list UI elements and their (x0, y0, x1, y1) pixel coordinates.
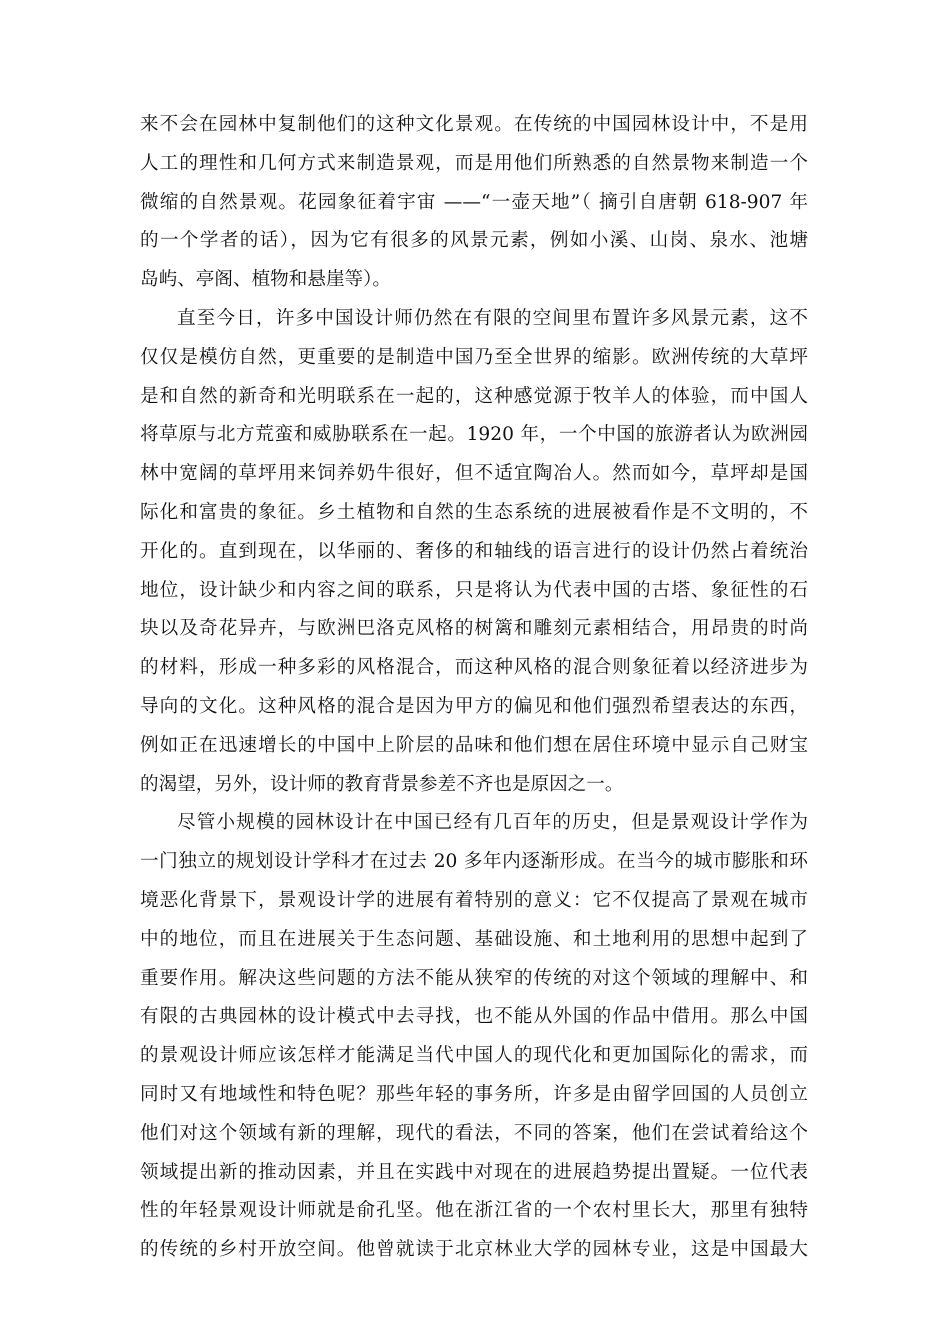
text-line: 地位，设计缺少和内容之间的联系，只是将认为代表中国的古塔、象征性的石 (140, 579, 808, 601)
text-line: 微缩的自然景观。花园象征着宇宙 ——“一壶天地”（ 摘引自唐朝 618-907 年 (140, 191, 808, 213)
text-line: 际化和富贵的象征。乡土植物和自然的生态系统的进展被看作是不文明的，不 (140, 501, 808, 523)
text-line: 同时又有地域性和特色呢？那些年轻的事务所，许多是由留学回国的人员创立 (140, 1083, 808, 1105)
text-line: 中的地位，而且在进展关于生态问题、基础设施、和土地利用的思想中起到了 (140, 928, 808, 950)
text-line: 的材料，形成一种多彩的风格混合，而这种风格的混合则象征着以经济进步为 (140, 657, 808, 679)
text-line: 的一个学者的话），因为它有很多的风景元素，例如小溪、山岗、泉水、池塘 (140, 230, 808, 252)
text-line: 导向的文化。这种风格的混合是因为甲方的偏见和他们强烈希望表达的东西， (140, 695, 808, 717)
text-line: 境恶化背景下，景观设计学的进展有着特别的意义：它不仅提高了景观在城市 (140, 889, 808, 911)
text-line: 性的年轻景观设计师就是俞孔坚。他在浙江省的一个农村里长大，那里有独特 (140, 1200, 808, 1222)
text-line: 一门独立的规划设计学科才在过去 20 多年内逐渐形成。在当今的城市膨胀和环 (140, 851, 808, 873)
text-line: 来不会在园林中复制他们的这种文化景观。在传统的中国园林设计中，不是用 (140, 114, 808, 135)
text-line: 林中宽阔的草坪用来饲养奶牛很好，但不适宜陶冶人。然而如今，草坪却是国 (140, 463, 808, 485)
text-line: 直至今日，许多中国设计师仍然在有限的空间里布置许多风景元素，这不 (177, 307, 808, 329)
text-line: 开化的。直到现在，以华丽的、奢侈的和轴线的语言进行的设计仍然占着统治 (140, 540, 808, 562)
text-line: 尽管小规模的园林设计在中国已经有几百年的历史，但是景观设计学作为 (177, 812, 808, 834)
text-line: 的景观设计师应该怎样才能满足当代中国人的现代化和更加国际化的需求，而 (140, 1045, 808, 1067)
text-line: 有限的古典园林的设计模式中去寻找，也不能从外国的作品中借用。那么中国 (140, 1006, 808, 1028)
text-line: 他们对这个领域有新的理解，现代的看法，不同的答案，他们在尝试着给这个 (140, 1122, 808, 1144)
text-line: 块以及奇花异卉，与欧洲巴洛克风格的树篱和雕刻元素相结合，用昂贵的时尚 (140, 618, 808, 640)
text-line: 领域提出新的推动因素，并且在实践中对现在的进展趋势提出置疑。一位代表 (140, 1161, 808, 1183)
text-line: 将草原与北方荒蛮和威胁联系在一起。1920 年，一个中国的旅游者认为欧洲园 (140, 424, 808, 446)
paragraph-1 (140, 106, 808, 300)
text-line: 例如正在迅速增长的中国中上阶层的品味和他们想在居住环境中显示自己财宝 (140, 734, 808, 756)
text-line: 人工的理性和几何方式来制造景观，而是用他们所熟悉的自然景物来制造一个 (140, 152, 808, 174)
paragraph-2 (140, 300, 808, 804)
text-line: 仅仅是模仿自然，更重要的是制造中国乃至全世界的缩影。欧洲传统的大草坪 (140, 346, 808, 368)
text-line: 的渴望，另外，设计师的教育背景参差不齐也是原因之一。 (140, 773, 624, 795)
text-line: 是和自然的新奇和光明联系在一起的，这种感觉源于牧羊人的体验，而中国人 (140, 385, 808, 407)
document-body (140, 106, 808, 1270)
text-line: 重要作用。解决这些问题的方法不能从狭窄的传统的对这个领域的理解中、和 (140, 967, 808, 989)
text-line: 岛屿、亭阁、植物和悬崖等）。 (140, 269, 392, 291)
paragraph-3 (140, 804, 808, 1270)
text-line: 的传统的乡村开放空间。他曾就读于北京林业大学的园林专业，这是中国最大 (140, 1239, 808, 1261)
